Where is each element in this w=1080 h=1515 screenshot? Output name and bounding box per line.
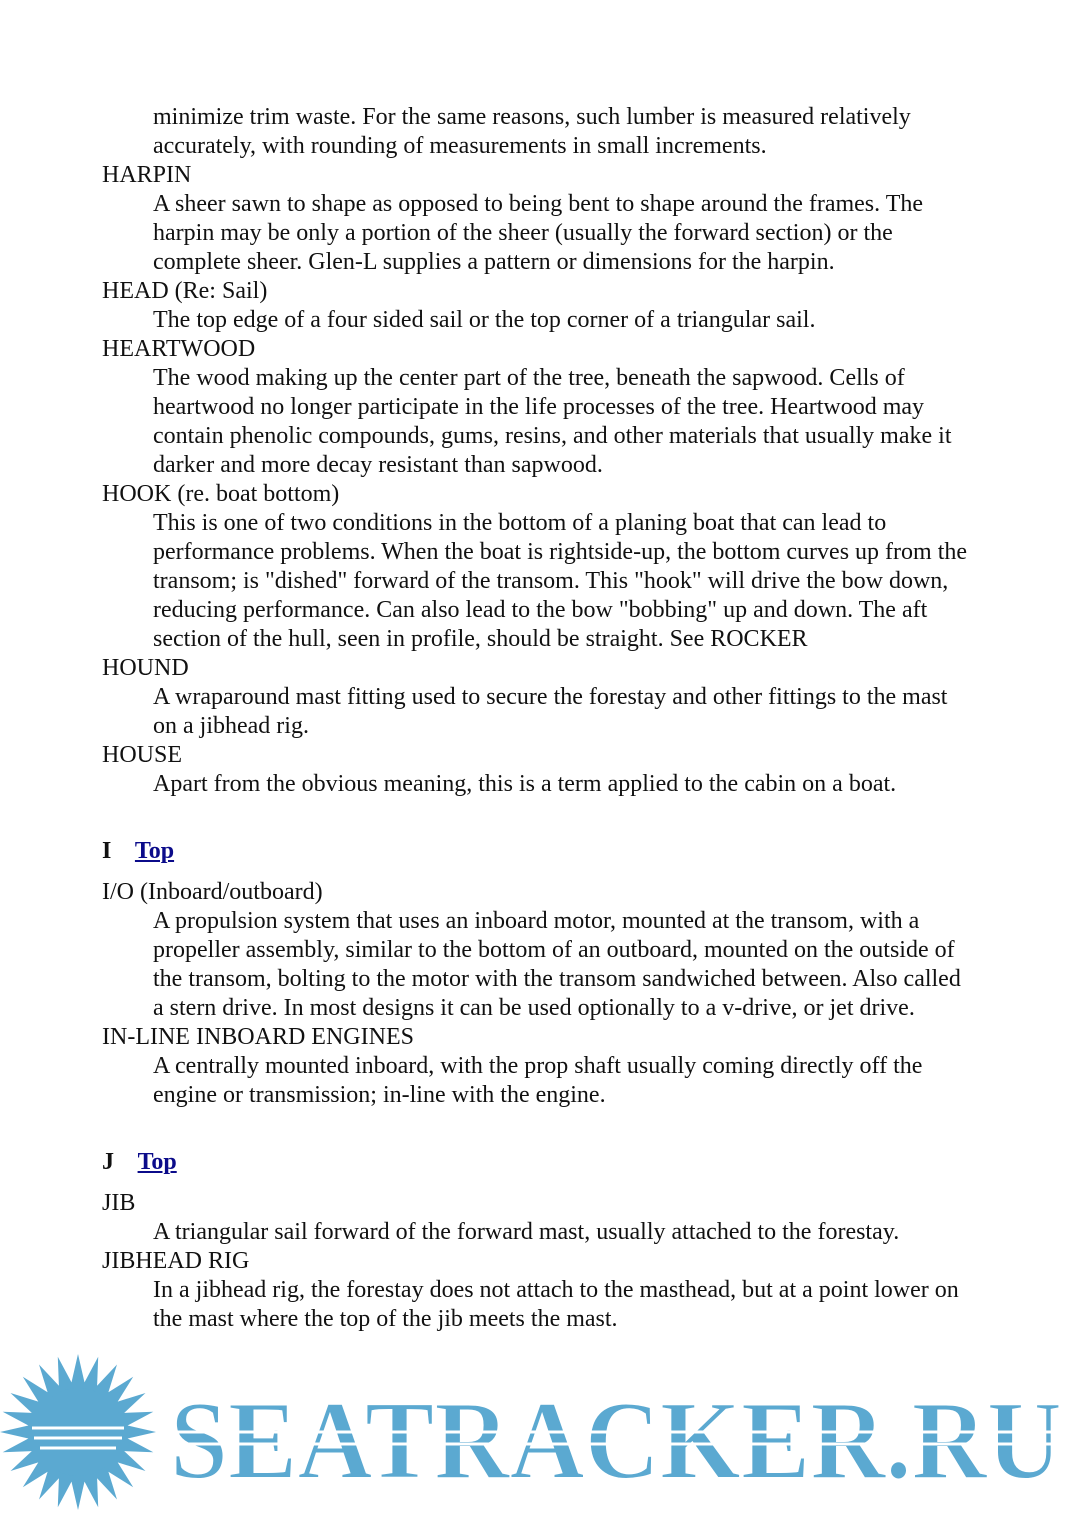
glossary-entry [102,277,972,335]
glossary-entry [102,878,972,1023]
glossary-entry [102,654,972,741]
definition: A wraparound mast fitting used to secure the forestay and other fittings to the mast on a jibhead rig. [153,684,948,739]
term: I/O (Inboard/outboard) [102,879,323,905]
term: HARPIN [102,162,192,188]
section-heading-i [102,837,972,866]
glossary-content [102,103,972,1334]
term: IN-LINE INBOARD ENGINES [102,1024,414,1050]
definition: A triangular sail forward of the forward mast, usually attached to the forestay. [153,1219,900,1245]
term: HOOK (re. boat bottom) [102,481,340,507]
section-letter: J [102,1149,114,1175]
glossary-entry [102,1189,972,1247]
definition: minimize trim waste. For the same reasons, such lumber is measured relatively accurately, with rounding of measurements in small increments. [153,104,911,159]
term: HEARTWOOD [102,336,256,362]
term: HOUND [102,655,189,681]
glossary-entry [102,741,972,799]
term: JIBHEAD RIG [102,1248,250,1274]
top-link[interactable]: Top [137,1149,177,1175]
top-link[interactable]: Top [134,838,175,864]
glossary-entry [102,480,972,654]
definition: The top edge of a four sided sail or the top corner of a triangular sail. [153,307,816,333]
term: HOUSE [102,742,183,768]
sun-icon [0,1354,156,1510]
term: HEAD (Re: Sail) [102,278,268,304]
glossary-entry [102,335,972,480]
definition: The wood making up the center part of the tree, beneath the sapwood. Cells of heartwood no longer participate in the life processes of the tree. Heartwood may contain phenolic compounds, gums, resins, and other materials that usually make it darker and more decay resistant than sapwood. [153,365,952,478]
definition: In a jibhead rig, the forestay does not attach to the masthead, but at a point lower on the mast where the top of the jib meets the mast. [153,1277,959,1332]
definition: A propulsion system that uses an inboard motor, mounted at the transom, with a propeller assembly, similar to the bottom of an outboard, mounted on the outside of the transom, bolting to the motor with the transom sandwiched between. Also called a stern drive. In most designs it can be used optionally to a v-drive, or jet drive. [153,908,961,1021]
watermark-logo [0,1352,1080,1515]
definition: This is one of two conditions in the bottom of a planing boat that can lead to performance problems. When the boat is rightside-up, the bottom curves up from the transom; is "dished" forward of the transom. This "hook" will drive the bow down, reducing performance. Can also lead to the bow "bobbing" up and down. The aft section of the hull, seen in profile, should be straight. See ROCKER [153,510,968,652]
definition: A sheer sawn to shape as opposed to being bent to shape around the frames. The harpin may be only a portion of the sheer (usually the forward section) or the complete sheer. Glen-L supplies a pattern or dimensions for the harpin. [153,191,924,275]
glossary-entry [102,1247,972,1334]
watermark-text: SEATRACKER.RU [170,1379,1062,1503]
section-letter: I [102,838,112,864]
glossary-entry [102,161,972,277]
term: JIB [102,1190,136,1216]
glossary-entry [102,1023,972,1110]
section-heading-j [102,1148,972,1177]
definition: Apart from the obvious meaning, this is a term applied to the cabin on a boat. [153,771,897,797]
definition: A centrally mounted inboard, with the prop shaft usually coming directly off the engine or transmission; in-line with the engine. [153,1053,923,1108]
